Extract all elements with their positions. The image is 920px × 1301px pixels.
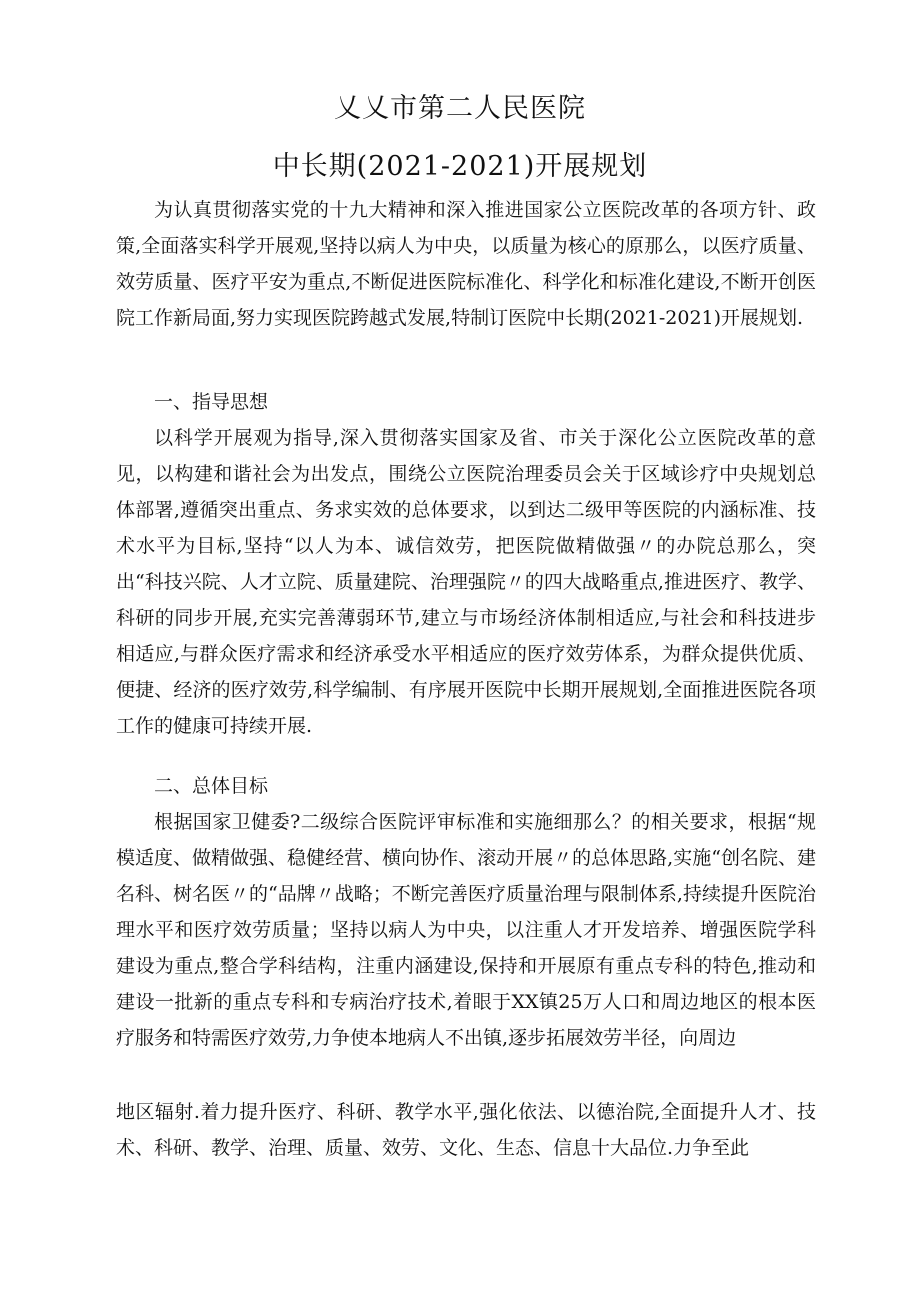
document-subtitle: 中长期(2021-2021)开展规划 xyxy=(272,151,648,182)
section-heading-overall-goals: 二、总体目标 xyxy=(154,775,269,797)
section-paragraph-overall-goals: 根据国家卫健委?二级综合医院评审标准和实施细那么？的相关要求，根据“规模适度、做精做强、稳健经营、横向协作、滚动开展〃的总体思路,实施“创名院、建名科、树名医〃的“品牌〃战略；不断完善医疗质量治理与限制体系,持续提升医院治理水平和医疗效劳质量；坚持以病人为中央，以注重人才开发培养、增强医院学科建设为重点,整合学科结构，注重内涵建设,保持和开展原有重点专科的特色,推动和建设一批新的重点专科和专病治疗技术,着眼于XX镇25万人口和周边地区的根本医疗服务和特需医疗效劳,力争使本地病人不出镇,逐步拓展效劳半径，向周边 xyxy=(116,811,816,1049)
section-paragraph-guiding-ideology: 以科学开展观为指导,深入贯彻落实国家及省、市关于深化公立医院改革的意见，以构建和谐社会为出发点，围绕公立医院治理委员会关于区域诊疗中央规划总体部署,遵循突出重点、务求实效的总体要求，以到达二级甲等医院的内涵标准、技术水平为目标,坚持“以人为本、诚信效劳，把医院做精做强〃的办院总那么，突出“科技兴院、人才立院、质量建院、治理强院〃的四大战略重点,推进医疗、教学、科研的同步开展,充实完善薄弱环节,建立与市场经济体制相适应,与社会和科技进步相适应,与群众医疗需求和经济承受水平相适应的医疗效劳体系，为群众提供优质、便捷、经济的医疗效劳,科学编制、有序展开医院中长期开展规划,全面推进医院各项工作的健康可持续开展. xyxy=(116,427,816,737)
intro-paragraph: 为认真贯彻落实党的十九大精神和深入推进国家公立医院改革的各项方针、政策,全面落实科学开展观,坚持以病人为中央，以质量为核心的原那么，以医疗质量、效劳质量、医疗平安为重点,不断促进医院标准化、科学化和标准化建设,不断开创医院工作新局面,努力实现医院跨越式发展,特制订医院中长期(2021-2021)开展规划. xyxy=(116,199,816,329)
section-heading-guiding-ideology: 一、指导思想 xyxy=(154,391,269,413)
continued-paragraph: 地区辐射.着力提升医疗、科研、教学水平,强化依法、以德治院,全面提升人才、技术、科研、教学、治理、质量、效劳、文化、生态、信息十大品位.力争至此 xyxy=(116,1101,816,1159)
document-title: 乂乂市第二人民医院 xyxy=(334,93,586,124)
